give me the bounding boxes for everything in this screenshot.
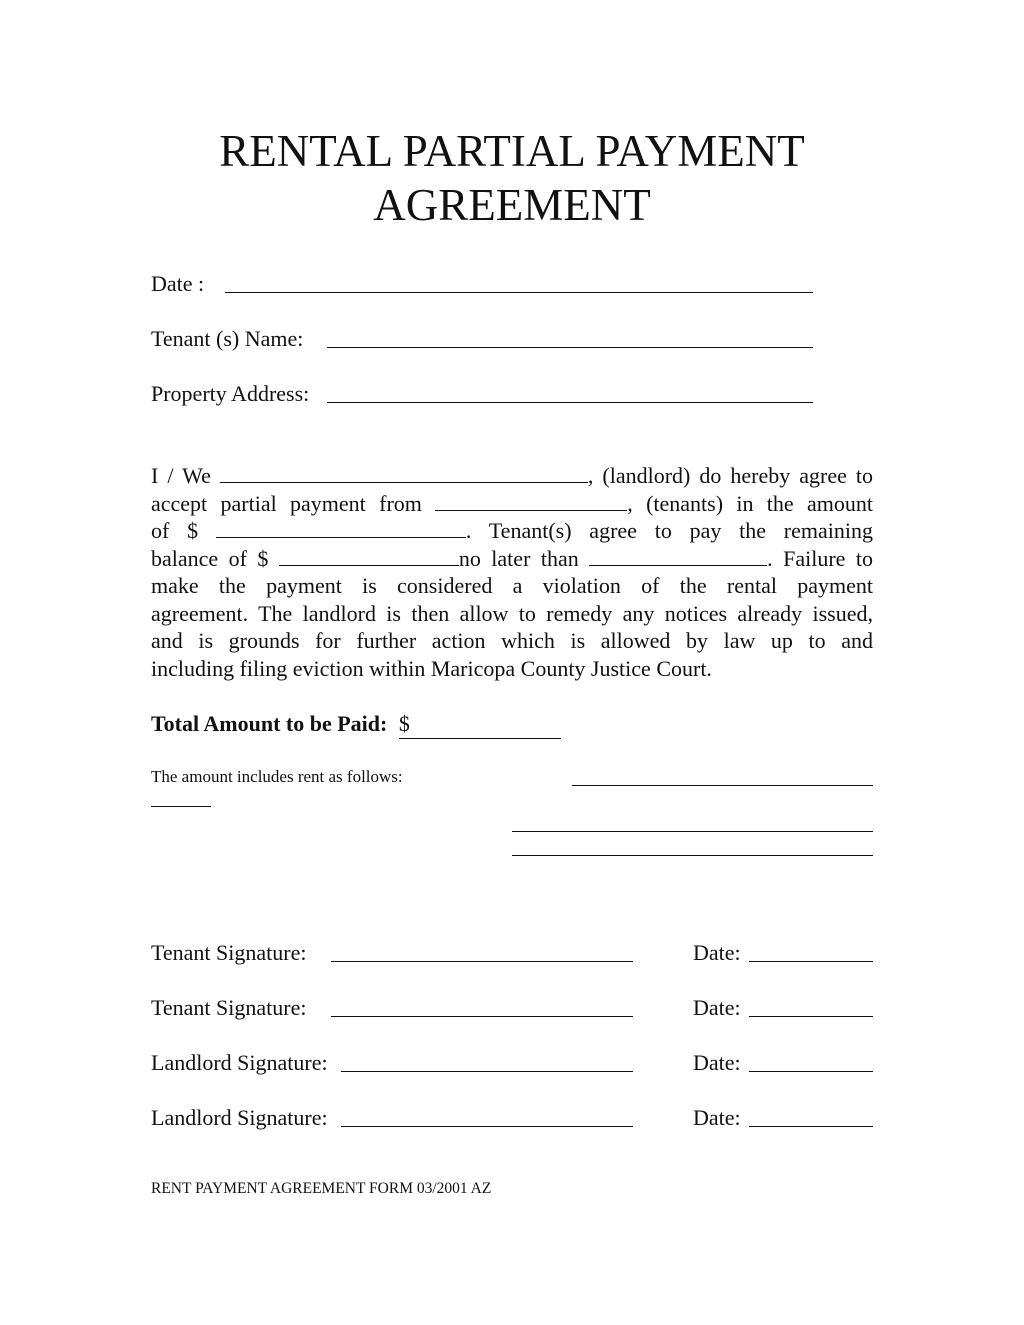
total-amount-row (151, 710, 561, 739)
body-text: accept partial payment from (151, 490, 422, 516)
property-address-field[interactable] (327, 402, 813, 403)
due-date-blank[interactable] (589, 547, 767, 566)
landlord-name-blank[interactable] (220, 464, 588, 483)
body-line-7: and is grounds for further action which is allowed by law up to and (151, 628, 873, 653)
agreement-body (151, 462, 873, 682)
signature-date-label-2: Date: (693, 995, 741, 1020)
balance-blank[interactable] (279, 547, 459, 566)
form-footer: RENT PAYMENT AGREEMENT FORM 03/2001 AZ (151, 1180, 492, 1197)
signature-date-field-2[interactable] (749, 1016, 873, 1017)
signature-date-field-1[interactable] (749, 961, 873, 962)
body-line-4 (151, 545, 873, 573)
date-label: Date : (151, 271, 205, 296)
document-title-line-2: AGREEMENT (373, 180, 651, 230)
total-amount-field[interactable] (399, 710, 561, 739)
date-field[interactable] (225, 292, 813, 293)
body-text: I / We (151, 463, 211, 488)
includes-line-continuation (151, 806, 211, 807)
property-address-label: Property Address: (151, 381, 310, 406)
includes-line-3[interactable] (512, 855, 873, 856)
body-text: . Failure to (767, 545, 873, 571)
body-text: . Tenant(s) agree to pay the remaining (465, 518, 873, 543)
tenant-name-field[interactable] (327, 347, 813, 348)
body-line-3 (151, 517, 873, 545)
body-text: balance of $ (151, 545, 269, 571)
body-text: no later than (458, 545, 579, 571)
body-text: of $ (151, 518, 199, 543)
includes-line-1[interactable] (572, 785, 873, 786)
amount-blank[interactable] (216, 519, 466, 538)
landlord-signature-label-2: Landlord Signature: (151, 1105, 328, 1130)
includes-label: The amount includes rent as follows: (151, 767, 403, 786)
tenant-signature-label-1: Tenant Signature: (151, 940, 307, 965)
signature-date-field-3[interactable] (749, 1071, 873, 1072)
landlord-signature-field-2[interactable] (341, 1126, 633, 1127)
tenants-name-blank[interactable] (435, 492, 627, 511)
document-title-line-1: RENTAL PARTIAL PAYMENT (219, 126, 805, 176)
tenant-signature-label-2: Tenant Signature: (151, 995, 307, 1020)
includes-line-2[interactable] (512, 831, 873, 832)
body-line-2 (151, 490, 873, 518)
body-line-8: including filing eviction within Maricopa County Justice Court. (151, 655, 712, 681)
body-text: , (tenants) in the amount (627, 490, 874, 516)
body-line-6: agreement. The landlord is then allow to remedy any notices already issued, (151, 600, 873, 626)
landlord-signature-field-1[interactable] (341, 1071, 633, 1072)
body-line-1 (151, 462, 873, 490)
tenant-signature-field-2[interactable] (331, 1016, 633, 1017)
body-text: , (landlord) do hereby agree to (587, 463, 873, 488)
signature-date-label-1: Date: (693, 940, 741, 965)
signature-date-label-4: Date: (693, 1105, 741, 1130)
landlord-signature-label-1: Landlord Signature: (151, 1050, 328, 1075)
tenant-signature-field-1[interactable] (331, 961, 633, 962)
signature-date-label-3: Date: (693, 1050, 741, 1075)
tenant-name-label: Tenant (s) Name: (151, 326, 304, 351)
signature-date-field-4[interactable] (749, 1126, 873, 1127)
body-line-5: make the payment is considered a violation of the rental payment (151, 573, 873, 598)
total-amount-label: Total Amount to be Paid: (151, 711, 388, 736)
currency-symbol: $ (398, 711, 410, 736)
